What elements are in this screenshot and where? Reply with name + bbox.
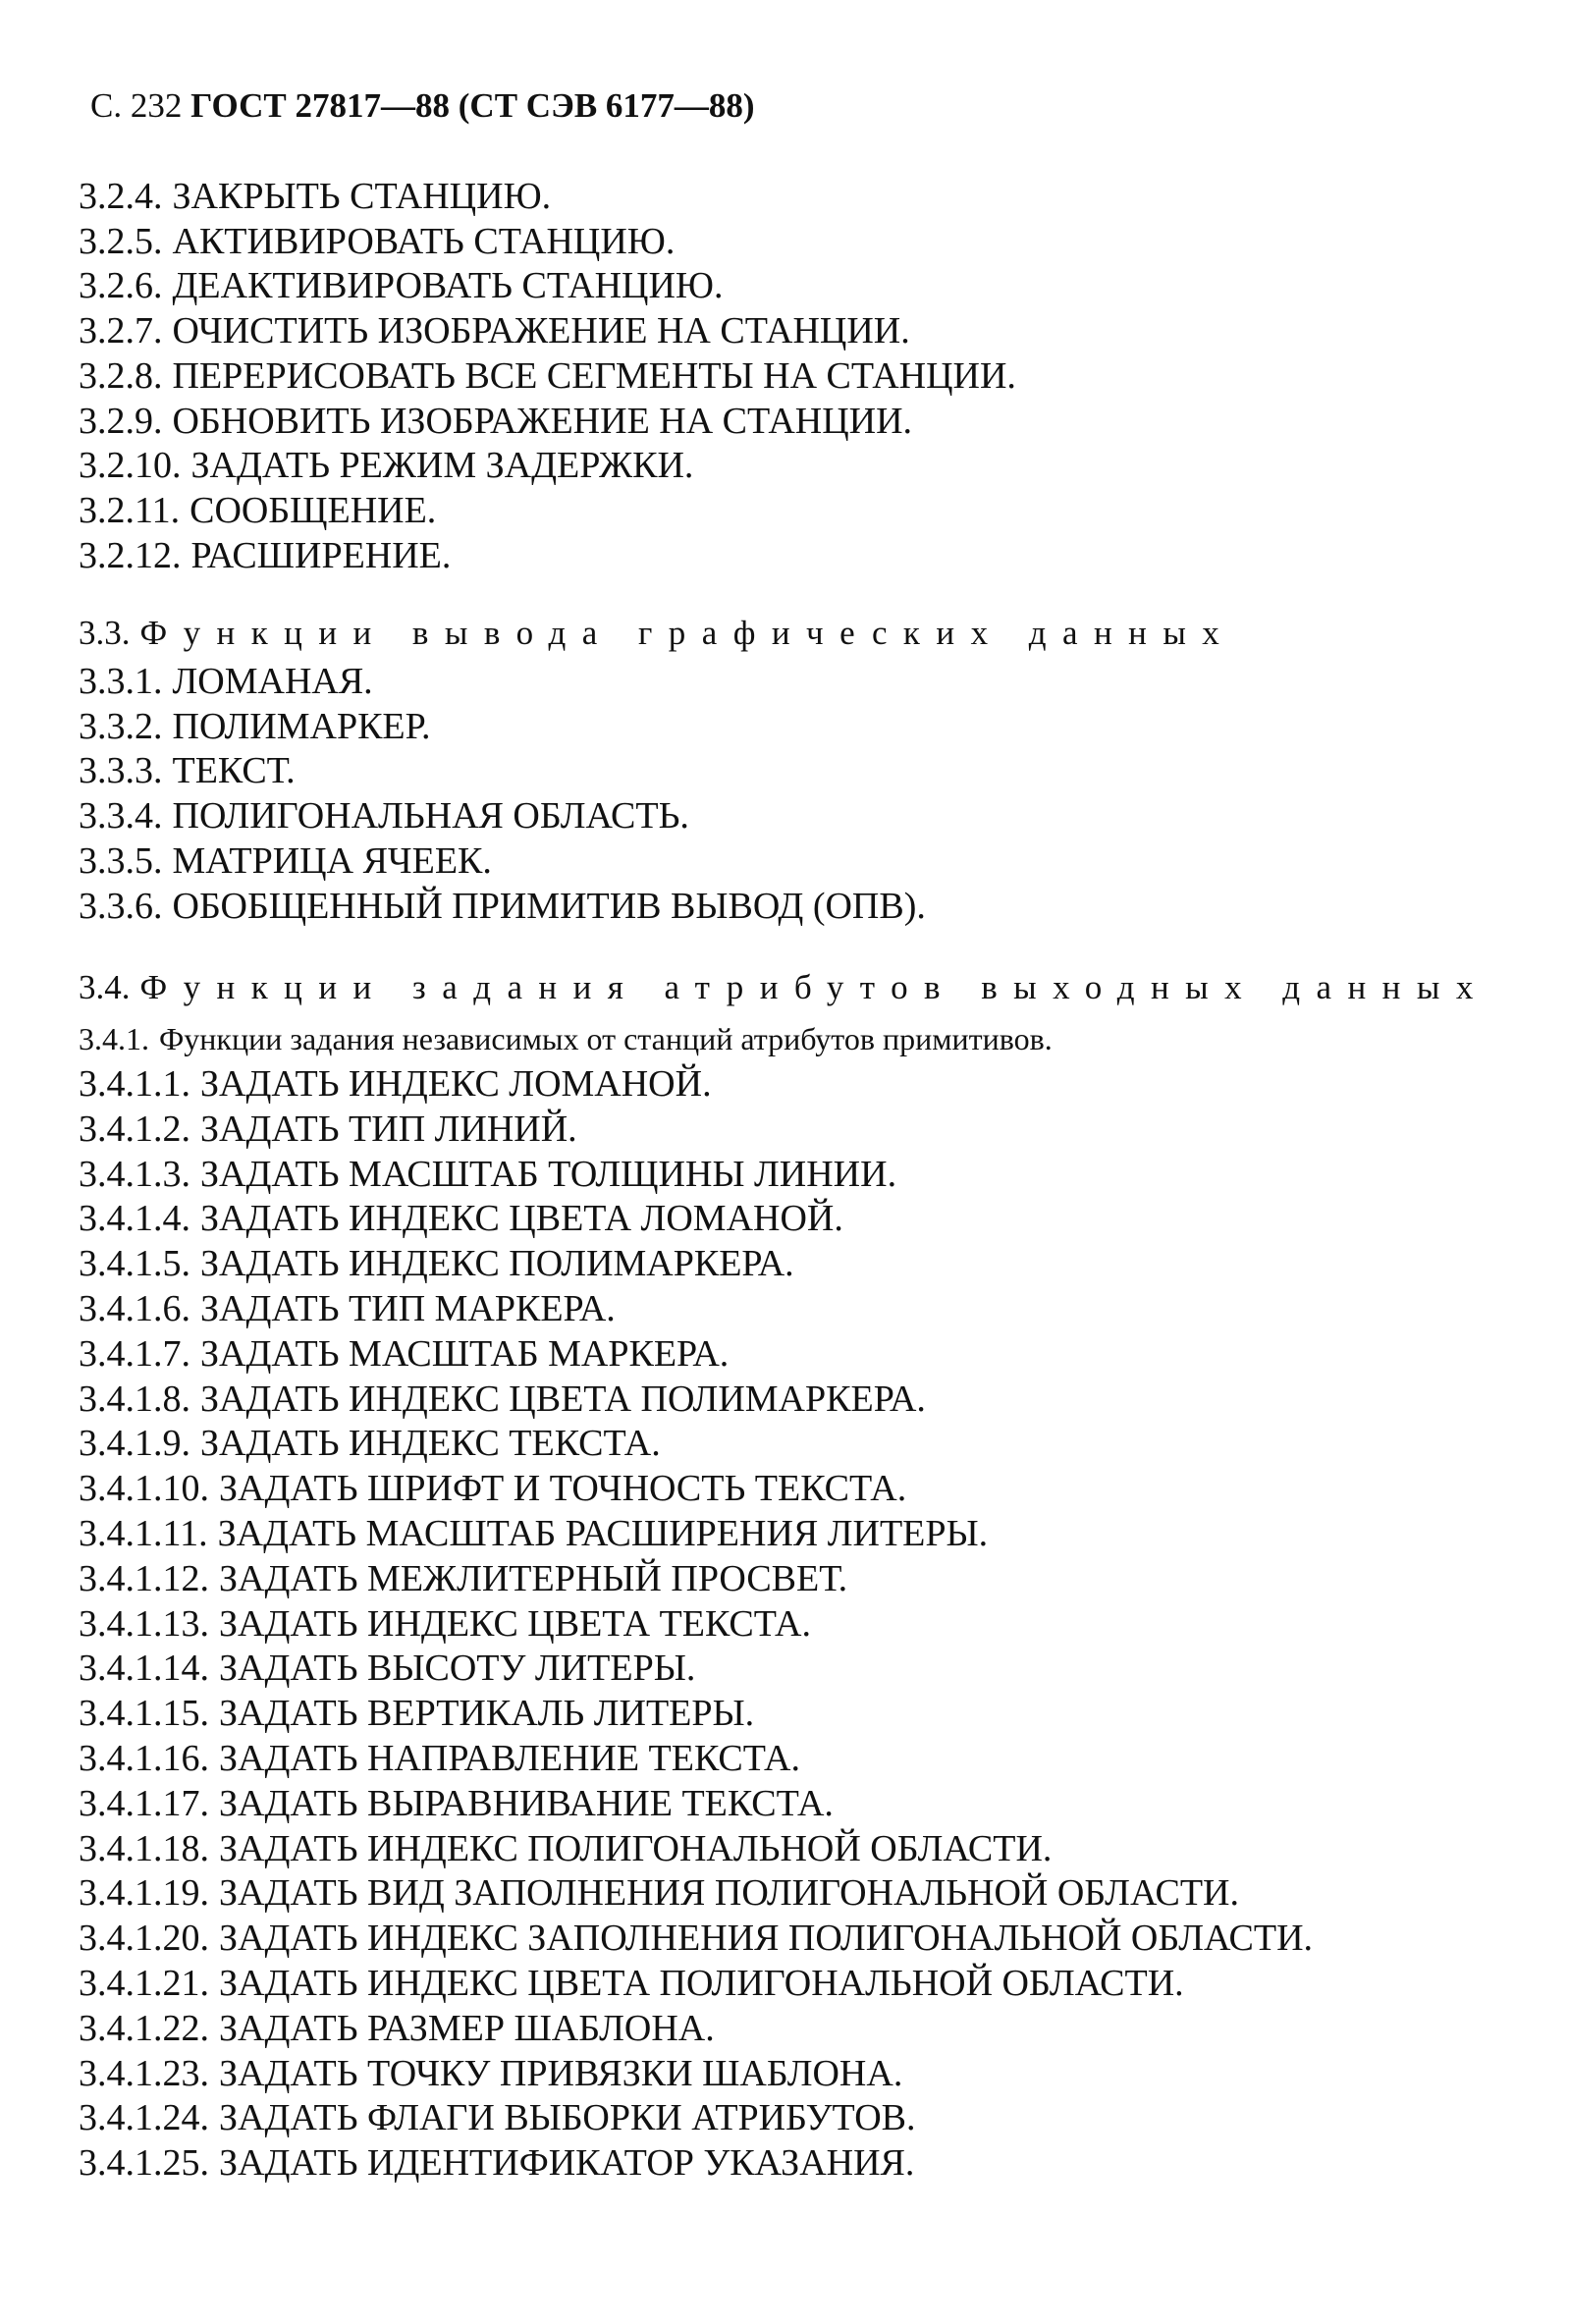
standard-code: ГОСТ 27817—88 (190, 86, 451, 125)
page-header (90, 86, 755, 126)
list-item (79, 1422, 1512, 1467)
item-number: 3.4.1.15. (79, 1693, 209, 1735)
item-number: 3.4.1.9. (79, 1423, 190, 1465)
item-number: 3.4.1.20. (79, 1918, 209, 1960)
subsection-number: 3.4.1. (79, 1021, 149, 1056)
item-text: МАТРИЦА ЯЧЕЕК. (172, 839, 492, 882)
item-text: ЗАДАТЬ ВЫРАВНИВАНИЕ ТЕКСТА. (219, 1782, 834, 1824)
item-text: ДЕАКТИВИРОВАТЬ СТАНЦИЮ. (172, 265, 724, 307)
item-text: ЗАДАТЬ ИДЕНТИФИКАТОР УКАЗАНИЯ. (219, 2142, 915, 2185)
item-number: 3.3.3. (79, 750, 163, 792)
item-text: ОБОБЩЕННЫЙ ПРИМИТИВ ВЫВОД (ОПВ). (172, 885, 926, 927)
section-title: Функции задания атрибутов выходных данных (139, 968, 1489, 1006)
item-number: 3.4.1.11. (79, 1512, 208, 1554)
item-number: 3.4.1.23. (79, 2052, 209, 2094)
item-text: ЗАКРЫТЬ СТАНЦИЮ. (172, 176, 552, 217)
item-text: ЗАДАТЬ ИНДЕКС ЦВЕТА ТЕКСТА. (219, 1602, 811, 1645)
item-number: 3.2.8. (79, 354, 163, 397)
section-3-4-heading (79, 965, 1512, 1009)
item-text: ЗАДАТЬ ИНДЕКС ТЕКСТА. (200, 1423, 661, 1465)
list-item (79, 839, 1512, 885)
list-item (79, 2096, 1512, 2141)
item-text: ЗАДАТЬ ВИД ЗАПОЛНЕНИЯ ПОЛИГОНАЛЬНОЙ ОБЛАСТИ. (219, 1872, 1239, 1915)
item-text: ЛОМАНАЯ. (172, 661, 373, 702)
subsection-title: Функции задания независимых от станций атрибутов примитивов. (159, 1021, 1053, 1056)
section-number: 3.4. (79, 968, 131, 1006)
item-number: 3.4.1.18. (79, 1827, 209, 1869)
list-item (79, 534, 1512, 579)
list-item (79, 1827, 1512, 1872)
item-number: 3.3.5. (79, 839, 163, 882)
section-3-2-list (79, 175, 1512, 578)
item-text: ЗАДАТЬ ИНДЕКС ЛОМАНОЙ. (200, 1063, 712, 1105)
item-text: ЗАДАТЬ ВЕРТИКАЛЬ ЛИТЕРЫ. (219, 1693, 755, 1735)
subsection-3-4-1-heading (79, 1016, 1512, 1061)
item-number: 3.4.1.4. (79, 1198, 190, 1240)
list-item (79, 660, 1512, 705)
list-item (79, 1647, 1512, 1692)
item-text: РАСШИРЕНИЕ. (190, 534, 452, 576)
list-item (79, 220, 1512, 265)
list-item (79, 1512, 1512, 1557)
item-text: АКТИВИРОВАТЬ СТАНЦИЮ. (172, 220, 676, 262)
item-number: 3.2.6. (79, 265, 163, 307)
item-number: 3.4.1.21. (79, 1962, 209, 2004)
list-item (79, 1467, 1512, 1512)
item-number: 3.3.4. (79, 795, 163, 838)
section-title: Функции вывода графических данных (139, 614, 1236, 652)
item-number: 3.4.1.2. (79, 1108, 190, 1150)
item-number: 3.2.10. (79, 445, 182, 487)
item-text: ОБНОВИТЬ ИЗОБРАЖЕНИЕ НА СТАНЦИИ. (172, 400, 913, 442)
list-item (79, 749, 1512, 794)
item-text: ОЧИСТИТЬ ИЗОБРАЖЕНИЕ НА СТАНЦИИ. (172, 310, 910, 352)
item-number: 3.4.1.1. (79, 1063, 190, 1105)
item-text: ПОЛИГОНАЛЬНАЯ ОБЛАСТЬ. (172, 795, 689, 838)
item-text: ЗАДАТЬ ТИП МАРКЕРА. (200, 1287, 616, 1329)
item-number: 3.2.12. (79, 534, 182, 576)
section-3-3-list (79, 660, 1512, 929)
item-text: ЗАДАТЬ ФЛАГИ ВЫБОРКИ АТРИБУТОВ. (219, 2097, 916, 2139)
list-item (79, 489, 1512, 534)
section-number: 3.3. (79, 614, 131, 652)
list-item (79, 1602, 1512, 1648)
list-item (79, 1287, 1512, 1332)
list-item (79, 1242, 1512, 1287)
item-number: 3.4.1.6. (79, 1287, 190, 1329)
list-item (79, 1062, 1512, 1108)
list-item (79, 354, 1512, 400)
list-item (79, 1962, 1512, 2007)
list-item (79, 1332, 1512, 1378)
item-text: СООБЩЕНИЕ. (189, 489, 437, 531)
list-item (79, 1917, 1512, 1962)
list-item (79, 264, 1512, 309)
list-item (79, 1737, 1512, 1782)
item-number: 3.4.1.7. (79, 1332, 190, 1375)
item-text: ЗАДАТЬ РАЗМЕР ШАБЛОНА. (219, 2007, 715, 2049)
item-number: 3.2.5. (79, 220, 163, 262)
list-item (79, 705, 1512, 750)
list-item (79, 1871, 1512, 1917)
item-text: ПОЛИМАРКЕР. (172, 705, 431, 747)
list-item (79, 2141, 1512, 2187)
item-text: ЗАДАТЬ ТИП ЛИНИЙ. (200, 1108, 577, 1150)
item-number: 3.4.1.25. (79, 2142, 209, 2185)
list-item (79, 1153, 1512, 1198)
item-text: ЗАДАТЬ ИНДЕКС ЗАПОЛНЕНИЯ ПОЛИГОНАЛЬНОЙ ОБЛАСТИ. (219, 1918, 1314, 1960)
item-text: ЗАДАТЬ ВЫСОТУ ЛИТЕРЫ. (219, 1648, 696, 1690)
item-number: 3.4.1.24. (79, 2097, 209, 2139)
item-text: ЗАДАТЬ ИНДЕКС ЦВЕТА ПОЛИГОНАЛЬНОЙ ОБЛАСТИ. (219, 1962, 1184, 2004)
page-number: С. 232 (90, 86, 183, 125)
item-text: ЗАДАТЬ НАПРАВЛЕНИЕ ТЕКСТА. (219, 1737, 800, 1779)
item-number: 3.4.1.5. (79, 1243, 190, 1285)
item-text: ЗАДАТЬ РЕЖИМ ЗАДЕРЖКИ. (190, 445, 694, 487)
item-number: 3.2.11. (79, 489, 181, 531)
item-number: 3.4.1.16. (79, 1737, 209, 1779)
list-item (79, 1692, 1512, 1737)
list-item (79, 1197, 1512, 1242)
item-number: 3.2.4. (79, 176, 163, 217)
item-text: ЗАДАТЬ ИНДЕКС ЦВЕТА ЛОМАНОЙ. (200, 1198, 843, 1240)
item-text: ПЕРЕРИСОВАТЬ ВСЕ СЕГМЕНТЫ НА СТАНЦИИ. (172, 354, 1016, 397)
list-item (79, 175, 1512, 220)
list-item (79, 1782, 1512, 1827)
list-item (79, 885, 1512, 930)
list-item (79, 1108, 1512, 1153)
item-text: ЗАДАТЬ ИНДЕКС ПОЛИМАРКЕРА. (200, 1243, 794, 1285)
item-number: 3.4.1.22. (79, 2007, 209, 2049)
item-text: ЗАДАТЬ МЕЖЛИТЕРНЫЙ ПРОСВЕТ. (219, 1557, 848, 1599)
item-number: 3.3.1. (79, 661, 163, 702)
item-text: ТЕКСТ. (172, 750, 296, 792)
item-number: 3.4.1.3. (79, 1153, 190, 1195)
item-text: ЗАДАТЬ МАСШТАБ МАРКЕРА. (200, 1332, 730, 1375)
item-number: 3.4.1.13. (79, 1602, 209, 1645)
item-number: 3.4.1.8. (79, 1378, 190, 1420)
item-text: ЗАДАТЬ ШРИФТ И ТОЧНОСТЬ ТЕКСТА. (219, 1468, 907, 1510)
item-number: 3.2.7. (79, 310, 163, 352)
list-item (79, 794, 1512, 839)
item-number: 3.3.2. (79, 705, 163, 747)
list-item (79, 444, 1512, 489)
section-3-4-1-list (79, 1062, 1512, 2187)
item-text: ЗАДАТЬ МАСШТАБ ТОЛЩИНЫ ЛИНИИ. (200, 1153, 897, 1195)
item-number: 3.4.1.10. (79, 1468, 209, 1510)
item-text: ЗАДАТЬ ИНДЕКС ЦВЕТА ПОЛИМАРКЕРА. (200, 1378, 926, 1420)
item-text: ЗАДАТЬ МАСШТАБ РАСШИРЕНИЯ ЛИТЕРЫ. (217, 1512, 989, 1554)
list-item (79, 309, 1512, 354)
item-text: ЗАДАТЬ ИНДЕКС ПОЛИГОНАЛЬНОЙ ОБЛАСТИ. (219, 1827, 1053, 1869)
list-item (79, 400, 1512, 445)
list-item (79, 2052, 1512, 2097)
list-item (79, 1378, 1512, 1423)
item-number: 3.4.1.17. (79, 1782, 209, 1824)
standard-reference: (СТ СЭВ 6177—88) (458, 86, 755, 125)
item-number: 3.4.1.12. (79, 1557, 209, 1599)
section-3-3-heading (79, 611, 1512, 655)
item-number: 3.2.9. (79, 400, 163, 442)
item-text: ЗАДАТЬ ТОЧКУ ПРИВЯЗКИ ШАБЛОНА. (219, 2052, 903, 2094)
item-number: 3.3.6. (79, 885, 163, 927)
item-number: 3.4.1.14. (79, 1648, 209, 1690)
item-number: 3.4.1.19. (79, 1872, 209, 1915)
list-item (79, 2007, 1512, 2052)
list-item (79, 1557, 1512, 1602)
